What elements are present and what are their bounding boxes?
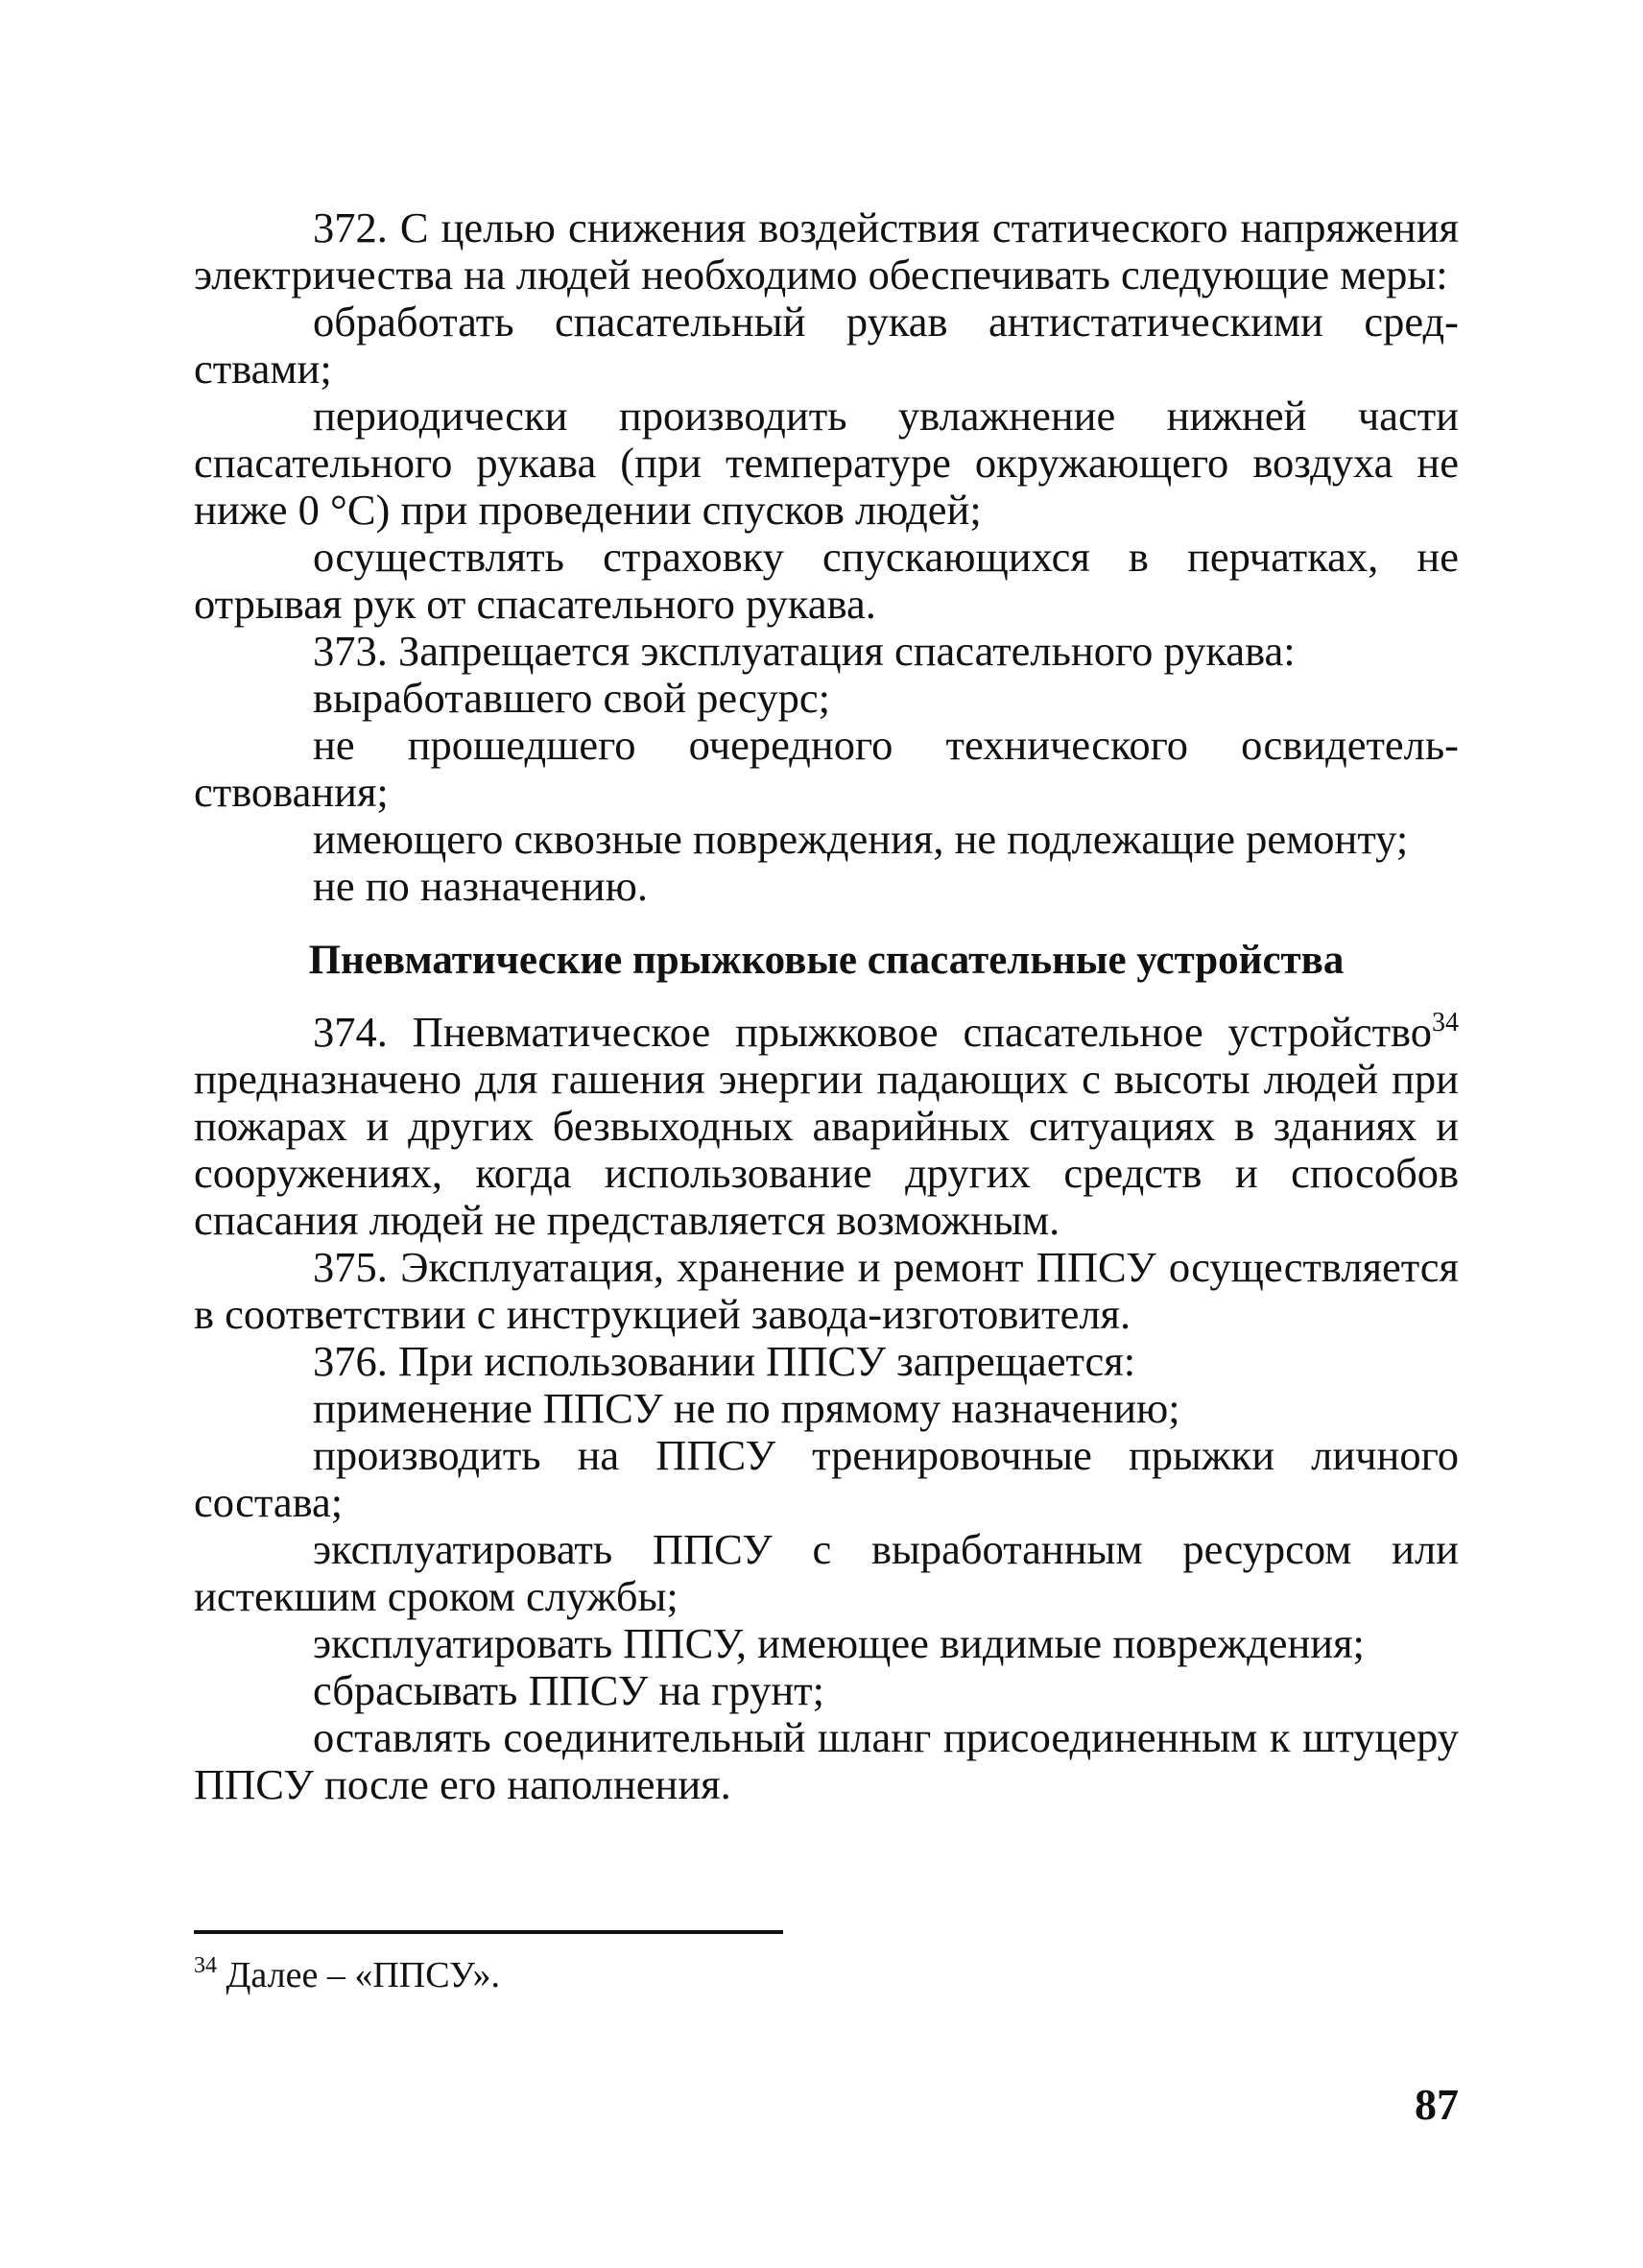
paragraph-374-text-end: предназначено для гашения энергии падающих с высоты людей при пожарах и других безвыходных аварийных ситуациях в зданиях и сооружениях, когда использование других средств и способов спасания людей не представляется возможным. — [194, 1055, 1459, 1244]
paragraph-376-item-6: оставлять соединительный шланг присоединенным к штуцеру ППСУ после его наполнения. — [194, 1713, 1459, 1808]
paragraph-372-item-1: обработать спасательный рукав антистатическими средствами; — [194, 298, 1459, 393]
section-heading: Пневматические прыжковые спасательные устройства — [308, 938, 1345, 983]
page-number: 87 — [1415, 2080, 1459, 2129]
body-text — [194, 204, 1459, 1808]
paragraph-374 — [194, 1009, 1459, 1244]
paragraph-376-item-5: сбрасывать ППСУ на грунт; — [313, 1666, 824, 1714]
footnote-divider — [194, 1930, 783, 1934]
paragraph-373-item-4: не по назначению. — [313, 862, 648, 910]
paragraph-372-item-2: периодически производить увлажнение нижней части спасательного рукава (при температуре окружающего воздуха не ниже 0 °С) при проведении спусков людей; — [194, 392, 1459, 534]
paragraph-373-intro: 373. Запрещается эксплуатация спасательного рукава: — [313, 627, 1296, 675]
paragraph-376-item-1: применение ППСУ не по прямому назначению; — [313, 1384, 1180, 1432]
paragraph-376-intro: 376. При использовании ППСУ запрещается: — [313, 1337, 1136, 1385]
footnote-mark: 34 — [194, 1953, 217, 1978]
footnote — [194, 1954, 500, 1996]
footnote-reference[interactable]: 34 — [1432, 1008, 1459, 1038]
paragraph-376-item-4: эксплуатировать ППСУ, имеющее видимые повреждения; — [313, 1619, 1365, 1667]
paragraph-375: 375. Эксплуатация, хранение и ремонт ППСУ осуществляется в соответствии с инструкцией завода-изготовителя. — [194, 1243, 1459, 1338]
paragraph-372-intro: 372. С целью снижения воздействия статического напряжения электричества на людей необходимо обеспечивать следующие меры: — [194, 203, 1459, 298]
paragraph-372-item-3: осуществлять страховку спускающихся в перчатках, не отрывая рук от спасательного рукава. — [194, 533, 1459, 628]
paragraph-373-item-1: выработавшего свой ресурс; — [313, 674, 831, 722]
footnote-text: Далее – «ППСУ». — [217, 1955, 501, 1995]
paragraph-373-item-3: имеющего сквозные повреждения, не подлежащие ремонту; — [313, 815, 1409, 863]
paragraph-376-item-3: эксплуатировать ППСУ с выработанным ресурсом или истекшим сроком службы; — [194, 1525, 1459, 1620]
paragraph-373-item-2: не прошедшего очередного технического освидетельствования; — [194, 721, 1459, 816]
paragraph-376-item-2: производить на ППСУ тренировочные прыжки личного состава; — [194, 1431, 1459, 1526]
paragraph-374-text-start: 374. Пневматическое прыжковое спасательное устройство — [313, 1008, 1432, 1056]
